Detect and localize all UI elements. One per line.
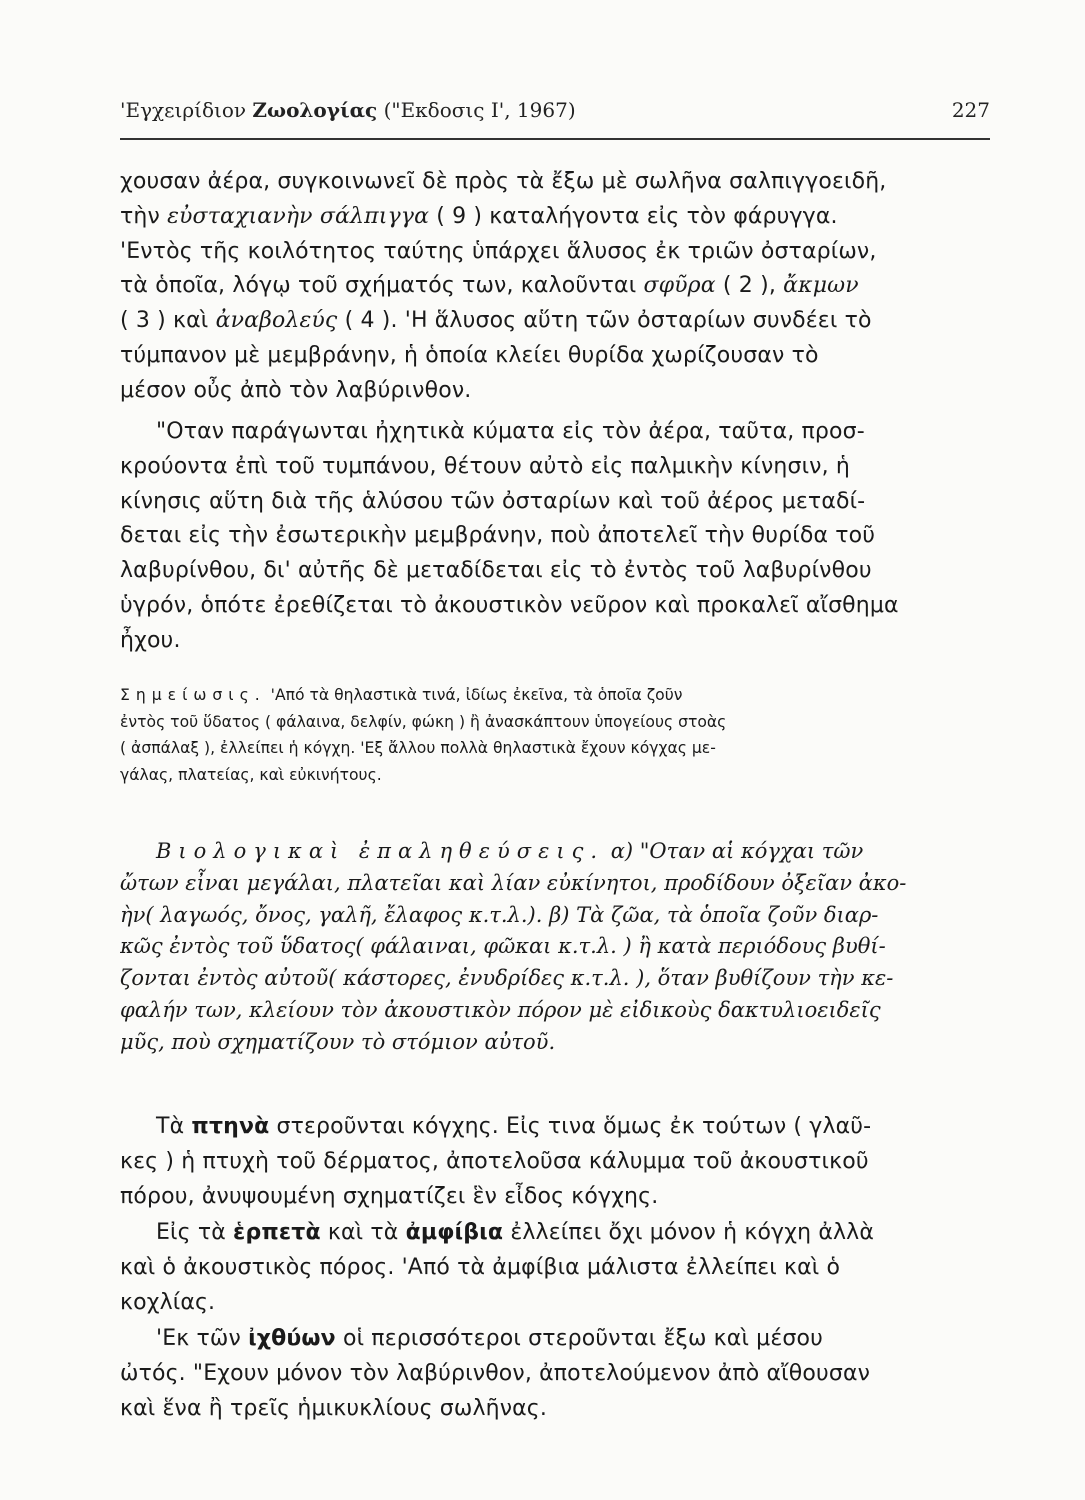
paragraph-fish bbox=[120, 1322, 992, 1426]
text-line bbox=[120, 1357, 992, 1392]
header-rule bbox=[120, 138, 990, 140]
text-line bbox=[120, 589, 992, 624]
text-line bbox=[120, 1251, 992, 1286]
text-line bbox=[120, 269, 992, 304]
text-line bbox=[120, 415, 992, 450]
text-segment: στεροῦνται κόγχης. Εἰς τινα ὅμως ἐκ τούτων ( γλαῦ- bbox=[269, 1114, 872, 1139]
text-segment: ὑγρόν, ὁπότε ἐρεθίζεται τὸ ἀκουστικὸν νεῦρον καὶ προκαλεῖ αἴσθημα bbox=[120, 592, 899, 618]
text-segment: πόρου, ἀνυψουμένη σχηματίζει ἓν εἶδος κόγχης. bbox=[120, 1183, 659, 1209]
text-segment: κίνησις αὕτη διὰ τῆς ἁλύσου τῶν ὀσταρίων καὶ τοῦ ἀέρος μεταδί- bbox=[120, 488, 866, 514]
bio-line: ζονται ἐντὸς αὐτοῦ( κάστορες, ἐνυδρίδες κ.τ.λ. ), ὅταν βυθίζουν τὴν κε- bbox=[120, 966, 894, 991]
text-segment: τὰ ὁποῖα, λόγῳ τοῦ σχήματός των, καλοῦνται bbox=[120, 273, 644, 299]
bio-line: κῶς ἐντὸς τοῦ ὕδατος( φάλαιναι, φῶκαι κ.τ.λ. ) ἢ κατὰ περιόδους βυθί- bbox=[120, 934, 886, 959]
text-segment: τὴν bbox=[120, 203, 168, 229]
bio-title: Βιολογικαὶ ἐπαληθεύσεις. bbox=[156, 839, 605, 863]
text-segment: ἐλλείπει ὄχι μόνον ἡ κόγχη ἀλλὰ bbox=[503, 1220, 874, 1245]
note-line: ἐντὸς τοῦ ὕδατος ( φάλαινα, δελφίν, φώκη ) ἢ ἀνασκάπτουν ὑπογείους στοὰς bbox=[120, 712, 727, 731]
note-label: Σημείωσις. bbox=[120, 686, 266, 704]
bio-line: ὴν( λαγωός, ὄνος, γαλῆ, ἔλαφος κ.τ.λ.). β) Τὰ ζῶα, τὰ ὁποῖα ζοῦν διαρ- bbox=[120, 902, 879, 927]
bio-line: ὤτων εἶναι μεγάλαι, πλατεῖαι καὶ λίαν εὐκίνητοι, προδίδουν ὀξεῖαν ἀκο- bbox=[120, 870, 907, 895]
text-segment: οἱ περισσότεροι στεροῦνται ἔξω καὶ μέσου bbox=[335, 1326, 823, 1351]
text-line bbox=[120, 235, 992, 270]
text-line bbox=[120, 1322, 992, 1357]
note-line: γάλας, πλατείας, καὶ εὐκινήτους. bbox=[120, 765, 382, 784]
italic-term: ἄκμων bbox=[783, 273, 859, 299]
paragraph-sound-transmission bbox=[120, 415, 992, 659]
biological-verifications-block bbox=[120, 836, 992, 1059]
bold-term: ἑρπετὰ bbox=[233, 1220, 321, 1245]
text-line bbox=[120, 1216, 992, 1251]
running-header bbox=[120, 98, 990, 134]
text-segment: κες ) ἡ πτυχὴ τοῦ δέρματος, ἀποτελοῦσα κάλυμμα τοῦ ἀκουστικοῦ bbox=[120, 1148, 869, 1174]
text-segment: Εἰς τὰ bbox=[156, 1220, 234, 1245]
bio-line: μῦς, ποὺ σχηματίζουν τὸ στόμιον αὐτοῦ. bbox=[120, 1029, 556, 1054]
note-line bbox=[120, 682, 992, 709]
text-line bbox=[120, 165, 992, 200]
text-segment: δεται εἰς τὴν ἐσωτερικὴν μεμβράνην, ποὺ ἀποτελεῖ τὴν θυρίδα τοῦ bbox=[120, 523, 876, 549]
text-segment: ( 2 ), bbox=[715, 273, 784, 299]
note-line: ( ἀσπάλαξ ), ἐλλείπει ἡ κόγχη. 'Εξ ἄλλου πολλὰ θηλαστικὰ ἔχουν κόγχας με- bbox=[120, 739, 716, 757]
text-line bbox=[120, 1110, 992, 1145]
text-segment: ἦχου. bbox=[120, 627, 181, 653]
text-segment: "Οταν παράγωνται ἠχητικὰ κύματα εἰς τὸν ἀέρα, ταῦτα, προσ- bbox=[156, 419, 865, 444]
text-segment: καὶ ἕνα ἢ τρεῖς ἡμικυκλίους σωλῆνας. bbox=[120, 1395, 547, 1421]
italic-term: ἀναβολεύς bbox=[215, 308, 338, 334]
bio-line bbox=[120, 836, 992, 868]
note-text: 'Από τὰ θηλαστικὰ τινά, ἰδίως ἐκεῖνα, τὰ ὁποῖα ζοῦν bbox=[265, 686, 683, 704]
text-segment: 'Εντὸς τῆς κοιλότητος ταύτης ὑπάρχει ἅλυσος ἐκ τριῶν ὀσταρίων, bbox=[120, 238, 877, 264]
italic-term: σφῦρα bbox=[643, 273, 716, 299]
text-line bbox=[120, 450, 992, 485]
running-title-prefix: 'Εγχειρίδιον bbox=[120, 98, 253, 122]
text-segment: 'Εκ τῶν bbox=[156, 1326, 249, 1351]
text-segment: χουσαν ἀέρα, συγκοινωνεῖ δὲ πρὸς τὰ ἔξω μὲ σωλῆνα σαλπιγγοειδῆ, bbox=[120, 169, 887, 194]
text-segment: καὶ ὁ ἀκουστικὸς πόρος. 'Από τὰ ἀμφίβια μάλιστα ἐλλείπει καὶ ὁ bbox=[120, 1254, 841, 1280]
running-title-suffix: ("Εκδοσις Ι', 1967) bbox=[377, 98, 576, 122]
paragraph-birds bbox=[120, 1110, 992, 1214]
page-number: 227 bbox=[951, 98, 990, 122]
text-segment: μέσον οὖς ἀπὸ τὸν λαβύρινθον. bbox=[120, 377, 472, 403]
text-segment: κρούοντα ἐπὶ τοῦ τυμπάνου, θέτουν αὐτὸ εἰς παλμικὴν κίνησιν, ἡ bbox=[120, 453, 850, 479]
text-line bbox=[120, 1286, 992, 1321]
bold-term: ἰχθύων bbox=[248, 1326, 336, 1351]
running-title bbox=[120, 98, 576, 122]
text-line bbox=[120, 304, 992, 339]
text-line bbox=[120, 374, 992, 409]
text-segment: ὠτός. "Εχουν μόνον τὸν λαβύρινθον, ἀποτελούμενον ἀπὸ αἴθουσαν bbox=[120, 1360, 871, 1386]
text-line bbox=[120, 485, 992, 520]
text-line bbox=[120, 1392, 992, 1427]
running-title-bold: Ζωολογίας bbox=[252, 98, 378, 122]
text-segment: κοχλίας. bbox=[120, 1289, 216, 1315]
text-line bbox=[120, 624, 992, 659]
text-line bbox=[120, 1180, 992, 1215]
bio-text: α) "Οταν αἱ κόγχαι τῶν bbox=[604, 839, 864, 863]
text-line bbox=[120, 339, 992, 374]
paragraph-ear-structure bbox=[120, 165, 992, 409]
bold-term: ἀμφίβια bbox=[405, 1220, 504, 1245]
text-line bbox=[120, 1145, 992, 1180]
text-segment: ( 9 ) καταλήγοντα εἰς τὸν φάρυγγα. bbox=[429, 203, 838, 229]
note-block bbox=[120, 682, 992, 788]
text-line bbox=[120, 200, 992, 235]
text-segment: λαβυρίνθου, δι' αὐτῆς δὲ μεταδίδεται εἰς τὸ ἐντὸς τοῦ λαβυρίνθου bbox=[120, 558, 872, 584]
text-segment: τύμπανον μὲ μεμβράνην, ἡ ὁποία κλείει θυρίδα χωρίζουσαν τὸ bbox=[120, 342, 819, 368]
bio-line: φαλήν των, κλείουν τὸν ἀκουστικὸν πόρον μὲ εἰδικοὺς δακτυλιοειδεῖς bbox=[120, 997, 881, 1022]
bold-term: πτηνὰ bbox=[191, 1114, 270, 1139]
italic-term: εὐσταχιανὴν σάλπιγγα bbox=[167, 203, 430, 229]
text-line bbox=[120, 519, 992, 554]
text-segment: Τὰ bbox=[156, 1114, 192, 1139]
text-segment: ( 4 ). 'Η ἅλυσος αὕτη τῶν ὀσταρίων συνδέει τὸ bbox=[337, 308, 872, 334]
text-segment: ( 3 ) καὶ bbox=[120, 308, 216, 334]
text-line bbox=[120, 554, 992, 589]
paragraph-reptiles-amphibians bbox=[120, 1216, 992, 1320]
text-segment: καὶ τὰ bbox=[320, 1220, 406, 1245]
